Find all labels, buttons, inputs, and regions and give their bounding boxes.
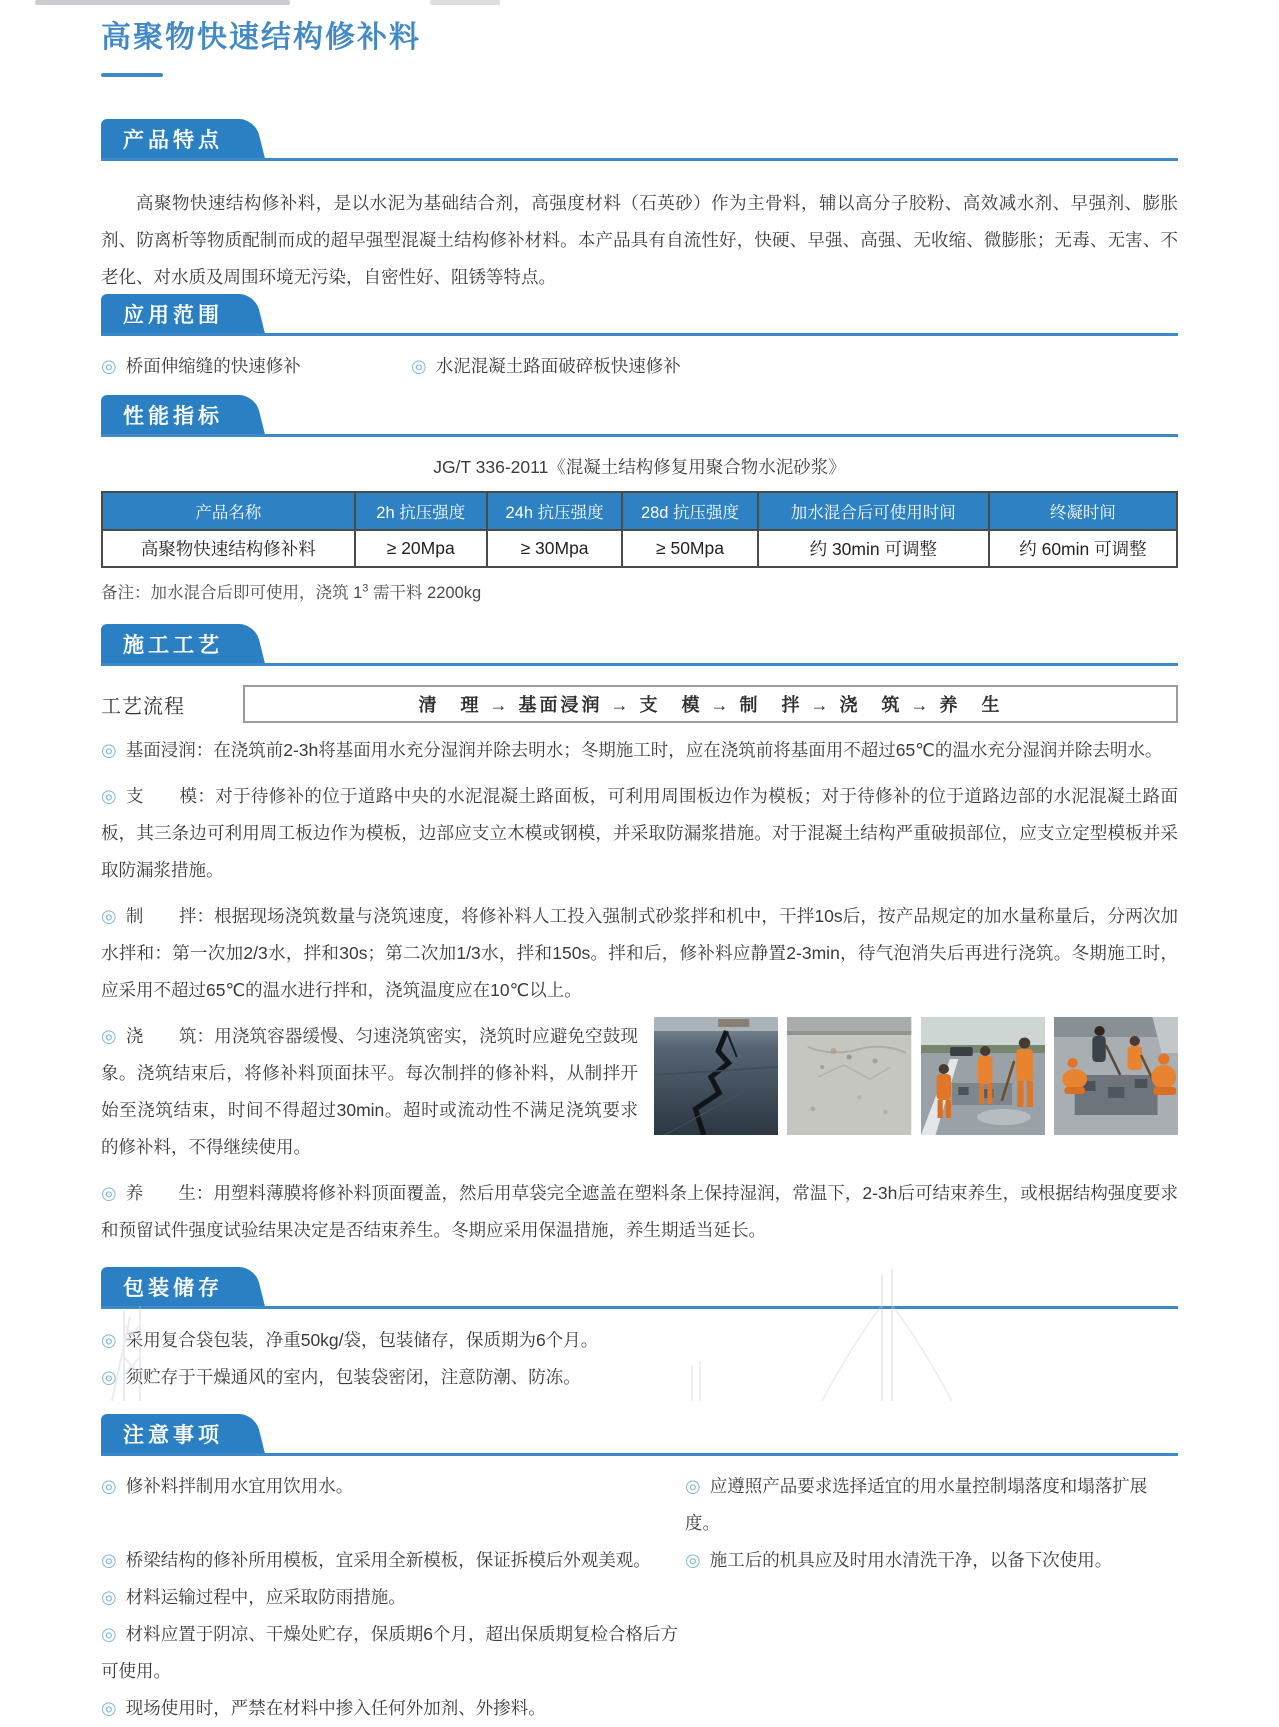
section-header-precautions <box>101 1420 1178 1456</box>
section-header-process <box>101 630 1178 666</box>
column-header: 产品名称 <box>102 492 355 530</box>
target-bullet-icon: ◎ <box>685 1550 701 1570</box>
process-photo-strip <box>654 1017 1178 1135</box>
list-item <box>101 1542 681 1579</box>
packaging-list <box>101 1322 1178 1396</box>
precaution-text: 现场使用时，严禁在材料中掺入任何外加剂、外掺料。 <box>125 1698 546 1718</box>
target-bullet-icon: ◎ <box>101 1476 117 1496</box>
target-bullet-icon: ◎ <box>101 1550 117 1570</box>
precaution-text: 桥梁结构的修补所用模板，宜采用全新模板，保证拆模后外观美观。 <box>125 1550 651 1570</box>
table-note <box>101 579 1178 603</box>
target-bullet-icon: ◎ <box>685 1476 701 1496</box>
packaging-text: 采用复合袋包装，净重50kg/袋，包装储存，保质期为6个月。 <box>125 1330 599 1350</box>
list-item <box>411 353 681 378</box>
photo-road-repair-workers <box>921 1017 1045 1135</box>
note-superscript: 3 <box>362 582 369 595</box>
performance-table <box>101 491 1178 568</box>
target-bullet-icon: ◎ <box>101 786 118 806</box>
step-label: 养 生： <box>125 1183 214 1203</box>
target-bullet-icon: ◎ <box>101 356 117 376</box>
precautions-list <box>101 1468 1178 1727</box>
empty-cell <box>685 1616 1178 1690</box>
packaging-text: 须贮存于干燥通风的室内，包装袋密闭，注意防潮、防冻。 <box>125 1367 581 1387</box>
note-text: 需干料 2200kg <box>368 584 482 602</box>
step-text: 在浇筑前2-3h将基面用水充分湿润并除去明水；冬期施工时，应在浇筑前将基面用不超过65℃的温水充分湿润并除去明水。 <box>213 740 1163 760</box>
column-header: 终凝时间 <box>989 492 1177 530</box>
precaution-text: 应遵照产品要求选择适宜的用水量控制塌落度和塌落扩展度。 <box>685 1476 1148 1533</box>
application-label: 桥面伸缩缝的快速修补 <box>125 356 301 376</box>
photo-damaged-concrete-slab <box>787 1017 911 1135</box>
application-label: 水泥混凝土路面破碎板快速修补 <box>435 356 681 376</box>
empty-cell <box>685 1579 1178 1616</box>
section-tab-performance: 性能指标 <box>101 395 247 434</box>
step-text: 用浇筑容器缓慢、匀速浇筑密实，浇筑时应避免空鼓现象。浇筑结束后，将修补料顶面抹平。每次制拌的修补料，从制拌开始至浇筑结束，时间不得超过30min。超时或流动性不满足浇筑要求的修补料，不得继续使用。 <box>101 1026 638 1157</box>
step-label: 支 模： <box>126 786 216 806</box>
precaution-text: 材料运输过程中，应采取防雨措施。 <box>125 1587 406 1607</box>
list-item <box>101 1579 681 1616</box>
section-header-performance <box>101 401 1178 437</box>
list-item <box>101 1690 681 1727</box>
target-bullet-icon: ◎ <box>101 1367 117 1387</box>
list-item <box>101 1322 1178 1359</box>
target-bullet-icon: ◎ <box>101 906 117 926</box>
precaution-text: 修补料拌制用水宜用饮用水。 <box>125 1476 354 1496</box>
section-tab-process: 施工工艺 <box>101 624 247 663</box>
precaution-text: 施工后的机具应及时用水清洗干净，以备下次使用。 <box>709 1550 1113 1570</box>
step-label: 基面浸润： <box>125 740 214 760</box>
target-bullet-icon: ◎ <box>101 1624 117 1644</box>
note-text: 备注：加水混合后即可使用，浇筑 1 <box>101 584 363 602</box>
process-step <box>101 732 1178 769</box>
section-tab-features: 产品特点 <box>101 119 247 158</box>
step-text: 根据现场浇筑数量与浇筑速度，将修补料人工投入强制式砂浆拌和机中，干拌10s后，按产品规定的加水量称量后，分两次加水拌和：第一次加2/3水，拌和30s；第二次加1/3水，拌和150s。拌和后，修补料应静置2-3min，待气泡消失后再进行浇筑。冬期施工时，应采用不超过65℃的温水进行拌和，浇筑温度应在10℃以上。 <box>101 906 1179 1000</box>
process-step <box>101 1175 1178 1249</box>
column-header: 加水混合后可使用时间 <box>758 492 989 530</box>
photo-cracked-pavement <box>654 1017 778 1135</box>
column-header: 2h 抗压强度 <box>355 492 487 530</box>
section-tab-precautions: 注意事项 <box>101 1414 247 1453</box>
list-item <box>685 1468 1178 1542</box>
list-item <box>101 1359 1178 1396</box>
title-underline <box>101 73 163 77</box>
target-bullet-icon: ◎ <box>101 1587 117 1607</box>
target-bullet-icon: ◎ <box>101 1698 117 1718</box>
features-paragraph: 高聚物快速结构修补料，是以水泥为基础结合剂，高强度材料（石英砂）作为主骨料，辅以高分子胶粉、高效减水剂、早强剂、膨胀剂、防离析等物质配制而成的超早强型混凝土结构修补材料。本产品具有自流性好，快硬、早强、高强、无收缩、微膨胀；无毒、无害、不老化、对水质及周围环境无污染，自密性好、阻锈等特点。 <box>101 193 1178 287</box>
section-header-features <box>101 125 1178 161</box>
step-label: 制 拌： <box>125 906 215 926</box>
standard-reference: JG/T 336-2011《混凝土结构修复用聚合物水泥砂浆》 <box>433 457 846 477</box>
target-bullet-icon: ◎ <box>101 740 117 760</box>
process-step <box>101 778 1178 889</box>
applications-list <box>101 353 1178 378</box>
process-step <box>101 898 1178 1009</box>
section-tab-packaging: 包装储存 <box>101 1267 247 1306</box>
document-page <box>101 0 1178 1727</box>
flow-diagram: 清 理 → 基面浸润 → 支 模 → 制 拌 → 浇 筑 → 养 生 <box>243 685 1178 723</box>
step-text: 对于待修补的位于道路中央的水泥混凝土路面板，可利用周围板边作为模板；对于待修补的位于道路边部的水泥混凝土路面板，其三条边可利用周工板边作为模板，边部应支立木模或钢模，并采取防漏浆措施。对于混凝土结构严重破损部位，应支立定型模板并采取防漏浆措施。 <box>101 786 1178 880</box>
section-tab-applications: 应用范围 <box>101 294 247 333</box>
table-cell: ≥ 50Mpa <box>622 530 757 567</box>
target-bullet-icon: ◎ <box>101 1026 117 1046</box>
target-bullet-icon: ◎ <box>101 1183 117 1203</box>
table-cell: 高聚物快速结构修补料 <box>102 530 355 567</box>
target-bullet-icon: ◎ <box>411 356 427 376</box>
section-header-applications <box>101 300 1178 336</box>
section-header-packaging <box>101 1273 1178 1309</box>
list-item <box>685 1542 1178 1579</box>
precaution-text: 材料应置于阴凉、干燥处贮存，保质期6个月，超出保质期复检合格后方可使用。 <box>101 1624 678 1681</box>
column-header: 24h 抗压强度 <box>487 492 622 530</box>
table-cell: ≥ 30Mpa <box>487 530 622 567</box>
flow-label: 工艺流程 <box>101 695 185 718</box>
process-flow-row <box>101 685 1178 723</box>
empty-cell <box>685 1690 1178 1727</box>
step-label: 浇 筑： <box>125 1026 215 1046</box>
page-title: 高聚物快速结构修补料 <box>101 21 421 54</box>
step-text: 用塑料薄膜将修补料顶面覆盖，然后用草袋完全遮盖在塑料条上保持湿润，常温下，2-3h后可结束养生，或根据结构强度要求和预留试件强度试验结果决定是否结束养生。冬期应采用保温措施，养生期适当延长。 <box>101 1183 1178 1240</box>
table-cell: ≥ 20Mpa <box>355 530 487 567</box>
list-item <box>101 1616 681 1690</box>
target-bullet-icon: ◎ <box>101 1330 117 1350</box>
list-item <box>101 353 411 378</box>
list-item <box>101 1468 681 1542</box>
column-header: 28d 抗压强度 <box>622 492 757 530</box>
process-steps <box>101 732 1178 1249</box>
table-header-row <box>102 492 1177 530</box>
table-cell: 约 60min 可调整 <box>989 530 1177 567</box>
table-cell: 约 30min 可调整 <box>758 530 989 567</box>
photo-workers-placing-material <box>1054 1017 1178 1135</box>
table-row <box>102 530 1177 567</box>
